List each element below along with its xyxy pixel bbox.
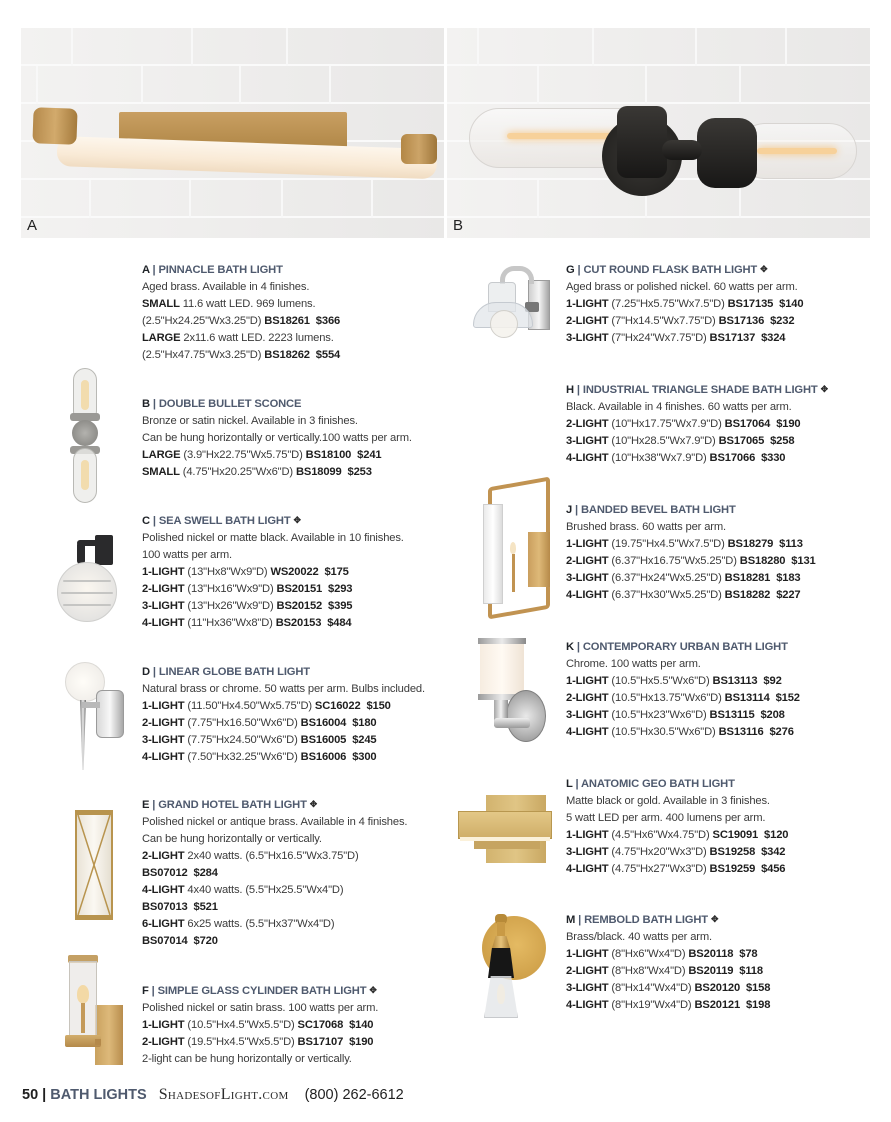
product-block-h: H | INDUSTRIAL TRIANGLE SHADE BATH LIGHT ✥ Black. Available in 4 finishes. 60 watts per arm. 2-LIGHT (10"Hx17.75"Wx7.9"D) BS17064 $190 3-LIGHT (10"Hx28.5"Wx7.9"D) BS17065 $258 4-LIGHT (10"Hx38"Wx7.9"D) BS17066 $330 <box>566 382 826 467</box>
price: $92 <box>763 675 782 687</box>
price: $190 <box>776 418 801 430</box>
product-image-anatomic-geo <box>458 793 553 865</box>
sku: BS18099 <box>295 466 342 478</box>
price: $140 <box>779 298 804 310</box>
product-block-a: A | PINNACLE BATH LIGHT Aged brass. Available in 4 finishes. SMALL 11.6 watt LED. 969 lumens. (2.5"Hx24.25"Wx3.25"D) BS18261 $366 LARGE 2x11.6 watt LED. 2223 lumens. (2.5"Hx47.75"Wx3.25"D) BS18262 $554 <box>142 264 341 361</box>
product-block-m: M | REMBOLD BATH LIGHT ✥ Brass/black. 40 watts per arm. 1-LIGHT (8"Hx6"Wx4"D) BS20118 $78 2-LIGHT (8"Hx8"Wx4"D) BS20119 $118 3-LIGHT (8"Hx14"Wx4"D) BS20120 $158 4-LIGHT (8"Hx19"Wx4"D) BS20121 $198 <box>566 912 770 1014</box>
sku: SC17068 <box>297 1019 344 1031</box>
page-footer <box>22 1086 404 1104</box>
sku: BS18281 <box>724 572 771 584</box>
sku: BS17064 <box>724 418 771 430</box>
price: $120 <box>764 829 789 841</box>
price: $198 <box>745 999 771 1011</box>
price: $183 <box>776 572 801 584</box>
sku: BS20119 <box>688 965 734 977</box>
price: $521 <box>193 901 218 913</box>
sku: BS18261 <box>264 315 310 327</box>
price: $150 <box>366 700 391 712</box>
product-block-g: G | CUT ROUND FLASK BATH LIGHT ✥ Aged brass or polished nickel. 60 watts per arm. 1-LIGHT (7.25"Hx5.75"Wx7.5"D) BS17135 $140 2-LIGHT (7"Hx14.5"Wx7.75"D) BS17136 $232 3-LIGHT (7"Hx24"Wx7.75"D) BS17137 $324 <box>566 262 803 347</box>
hero-label: A <box>27 217 38 234</box>
page-number: 50 <box>22 1087 39 1103</box>
price: $208 <box>760 709 785 721</box>
sku: BS16004 <box>300 717 347 729</box>
price: $152 <box>775 692 800 704</box>
diamond-dots-icon: ✥ <box>293 515 300 525</box>
sku: BS20118 <box>688 948 734 960</box>
sku: WS20022 <box>270 566 319 578</box>
sku: BS18262 <box>264 349 310 361</box>
price: $395 <box>328 600 353 612</box>
hero-image-double-bullet <box>447 28 870 238</box>
hero-image-pinnacle <box>21 28 444 238</box>
diamond-dots-icon: ✥ <box>309 799 316 809</box>
product-title: G | CUT ROUND FLASK BATH LIGHT ✥ <box>566 262 803 279</box>
price: $253 <box>347 466 372 478</box>
price: $78 <box>739 948 758 960</box>
price: $554 <box>315 349 341 361</box>
sku: BS18279 <box>727 538 774 550</box>
sku: BS17107 <box>297 1036 344 1048</box>
price: $720 <box>193 935 218 947</box>
sku: BS13113 <box>712 675 758 687</box>
diamond-dots-icon: ✥ <box>710 914 717 924</box>
product-image-glass-cylinder <box>65 955 125 1070</box>
phone-number[interactable]: (800) 262-6612 <box>304 1087 404 1103</box>
sku: BS18280 <box>739 555 786 567</box>
price: $330 <box>761 452 786 464</box>
sku: BS13115 <box>709 709 755 721</box>
hero-label: B <box>453 217 464 234</box>
price: $245 <box>352 734 377 746</box>
sku: BS18100 <box>305 449 352 461</box>
sku: BS17137 <box>709 332 756 344</box>
product-title: C | SEA SWELL BATH LIGHT ✥ <box>142 513 404 530</box>
bronze-knuckle <box>662 140 702 160</box>
diamond-dots-icon: ✥ <box>760 264 766 274</box>
sku: BS17065 <box>718 435 765 447</box>
sku: BS07012 <box>142 867 188 879</box>
diamond-dots-icon: ✥ <box>369 985 375 995</box>
sku: BS20153 <box>275 617 322 629</box>
sku: BS20121 <box>694 999 741 1011</box>
price: $227 <box>776 589 801 601</box>
price: $232 <box>770 315 795 327</box>
price: $342 <box>761 846 786 858</box>
sku: BS17066 <box>709 452 756 464</box>
bronze-socket <box>697 118 757 188</box>
edison-filament <box>757 148 837 154</box>
price: $131 <box>791 555 816 567</box>
sku: BS20120 <box>694 982 741 994</box>
sku: BS19258 <box>709 846 756 858</box>
price: $175 <box>324 566 349 578</box>
sku: BS16006 <box>300 751 347 763</box>
sku: BS13114 <box>724 692 770 704</box>
price: $300 <box>352 751 377 763</box>
product-image-contemporary-urban <box>478 636 550 744</box>
product-block-c: C | SEA SWELL BATH LIGHT ✥ Polished nickel or matte black. Available in 10 finishes. 100 watts per arm. 1-LIGHT (13"Hx8"Wx9"D) WS20022 $175 2-LIGHT (13"Hx16"Wx9"D) BS20151 $293 3-LIGHT (13"Hx26"Wx9"D) BS20152 $395 4-LIGHT (11"Hx36"Wx8"D) BS20153 $484 <box>142 513 404 632</box>
product-block-k: K | CONTEMPORARY URBAN BATH LIGHT Chrome. 100 watts per arm. 1-LIGHT (10.5"Hx5.5"Wx6"D) BS13113 $92 2-LIGHT (10.5"Hx13.75"Wx6"D) BS13114 $152 3-LIGHT (10.5"Hx23"Wx6"D) BS13115 $208 4-LIGHT (10.5"Hx30.5"Wx6"D) BS13116 $276 <box>566 641 800 738</box>
price: $113 <box>779 538 803 550</box>
price: $276 <box>769 726 794 738</box>
bronze-socket <box>617 106 667 178</box>
product-title: J | BANDED BEVEL BATH LIGHT <box>566 504 736 516</box>
sku: BS18282 <box>724 589 771 601</box>
price: $118 <box>739 965 763 977</box>
price: $180 <box>352 717 377 729</box>
product-image-double-bullet <box>60 368 110 503</box>
product-title: A | PINNACLE BATH LIGHT <box>142 264 283 276</box>
product-title: D | LINEAR GLOBE BATH LIGHT <box>142 666 310 678</box>
product-image-cut-round-flask <box>470 262 560 347</box>
sku: BS20152 <box>276 600 323 612</box>
product-block-d: D | LINEAR GLOBE BATH LIGHT Natural brass or chrome. 50 watts per arm. Bulbs included. 1-LIGHT (11.50"Hx4.50"Wx5.75"D) SC16022 $150 2-LIGHT (7.75"Hx16.50"Wx6"D) BS16004 $180 3-LIGHT (7.75"Hx24.50"Wx6"D) BS16005 $245 4-LIGHT (7.50"Hx32.25"Wx6"D) BS16006 $300 <box>142 666 425 763</box>
price: $190 <box>349 1036 374 1048</box>
product-block-l: L | ANATOMIC GEO BATH LIGHT Matte black or gold. Available in 3 finishes. 5 watt LED per arm. 400 lumens per arm. 1-LIGHT (4.5"Hx6"Wx4.75"D) SC19091 $120 3-LIGHT (4.75"Hx20"Wx3"D) BS19258 $342 4-LIGHT (4.75"Hx27"Wx3"D) BS19259 $456 <box>566 778 789 875</box>
sku: BS17136 <box>718 315 765 327</box>
price: $456 <box>761 863 786 875</box>
product-title: E | GRAND HOTEL BATH LIGHT ✥ <box>142 797 407 814</box>
sku: BS07014 <box>142 935 188 947</box>
sku: BS16005 <box>300 734 347 746</box>
product-image-linear-globe <box>62 660 127 770</box>
diamond-dots-icon: ✥ <box>820 384 827 394</box>
fixture-end-cap <box>32 107 77 145</box>
product-title: B | DOUBLE BULLET SCONCE <box>142 398 302 410</box>
price: $293 <box>328 583 353 595</box>
product-image-rembold <box>480 912 550 1020</box>
product-block-j: J | BANDED BEVEL BATH LIGHT Brushed brass. 60 watts per arm. 1-LIGHT (19.75"Hx4.5"Wx7.5"D) BS18279 $113 2-LIGHT (6.37"Hx16.75"Wx5.25"D) BS18280 $131 3-LIGHT (6.37"Hx24"Wx5.25"D) BS18281 $183 4-LIGHT (6.37"Hx30"Wx5.25"D) BS18282 $227 <box>566 504 816 601</box>
product-title: H | INDUSTRIAL TRIANGLE SHADE BATH LIGHT ✥ <box>566 382 826 399</box>
price: $324 <box>761 332 786 344</box>
sku: SC16022 <box>314 700 361 712</box>
price: $241 <box>357 449 382 461</box>
price: $366 <box>315 315 341 327</box>
sku: BS20151 <box>276 583 323 595</box>
sku: BS13116 <box>718 726 764 738</box>
price: $140 <box>349 1019 374 1031</box>
product-image-banded-bevel <box>483 482 553 617</box>
product-block-b: B | DOUBLE BULLET SCONCE Bronze or satin nickel. Available in 3 finishes. Can be hung horizontally or vertically.100 watts per arm. LARGE (3.9"Hx22.75"Wx5.75"D) BS18100 $241 SMALL (4.75"Hx20.25"Wx6"D) BS18099 $253 <box>142 398 412 478</box>
product-title: M | REMBOLD BATH LIGHT ✥ <box>566 912 770 929</box>
sku: BS07013 <box>142 901 188 913</box>
product-image-sea-swell <box>55 530 125 625</box>
product-title: F | SIMPLE GLASS CYLINDER BATH LIGHT ✥ <box>142 983 378 1000</box>
fixture-end-cap <box>401 134 437 164</box>
price: $158 <box>745 982 771 994</box>
price: $258 <box>770 435 795 447</box>
sku: BS17135 <box>727 298 774 310</box>
sku: SC19091 <box>712 829 759 841</box>
sku: BS19259 <box>709 863 756 875</box>
price: $484 <box>327 617 352 629</box>
product-title: L | ANATOMIC GEO BATH LIGHT <box>566 778 735 790</box>
section-name: BATH LIGHTS <box>50 1087 147 1103</box>
product-image-grand-hotel <box>75 810 115 920</box>
website-link[interactable]: ShadesofLight.com <box>158 1086 289 1103</box>
product-title: K | CONTEMPORARY URBAN BATH LIGHT <box>566 641 788 653</box>
product-block-e: E | GRAND HOTEL BATH LIGHT ✥ Polished nickel or antique brass. Available in 4 finishes. Can be hung horizontally or vertically. 2-LIGHT 2x40 watts. (6.5"Hx16.5"Wx3.75"D) BS07012 $284 4-LIGHT 4x40 watts. (5.5"Hx25.5"Wx4"D) BS07013 $521 6-LIGHT 6x25 watts. (5.5"Hx37"Wx4"D) BS07014 $720 <box>142 797 407 950</box>
price: $284 <box>193 867 218 879</box>
footer-separator: | <box>42 1087 47 1103</box>
product-block-f: F | SIMPLE GLASS CYLINDER BATH LIGHT ✥ Polished nickel or satin brass. 100 watts per arm. 1-LIGHT (10.5"Hx4.5"Wx5.5"D) SC17068 $140 2-LIGHT (19.5"Hx4.5"Wx5.5"D) BS17107 $190 2-light can be hung horizontally or vertically. <box>142 983 378 1068</box>
